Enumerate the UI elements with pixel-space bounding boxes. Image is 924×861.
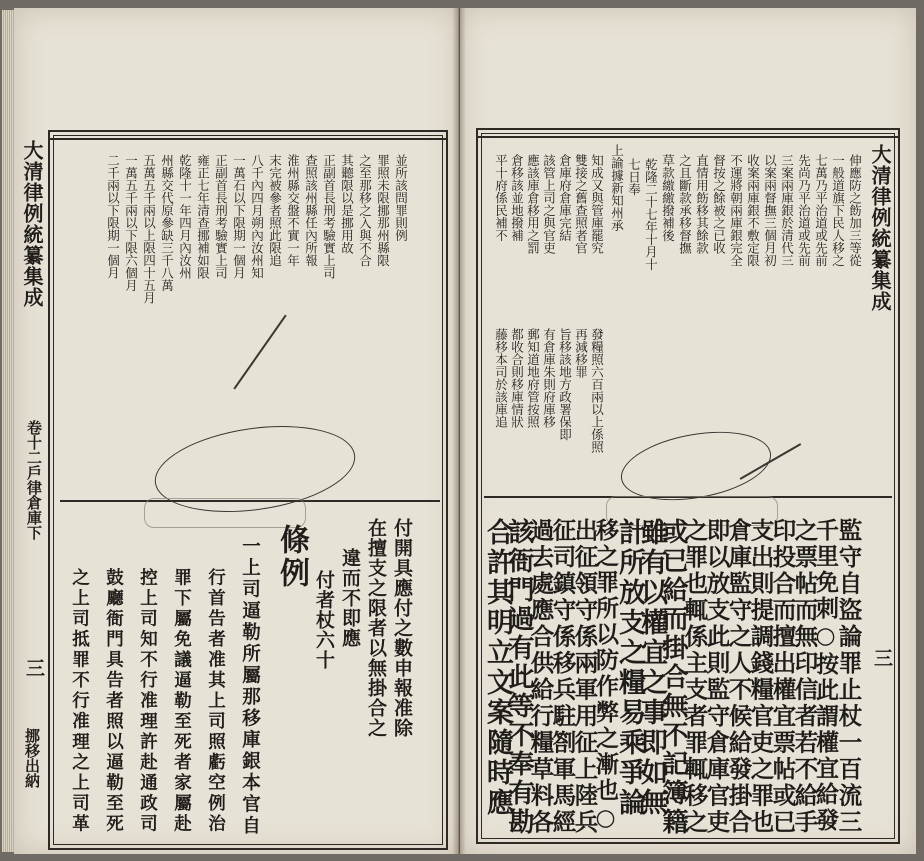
right-main-col: 計所放支之糧易乘爭論 (614, 518, 645, 818)
right-upper-col-b: 知成又與管庫罷究 (589, 154, 605, 254)
right-upper-col: 上諭據新知州承 (609, 144, 625, 232)
right-main-col: 印投合而擅出權宜票帖或已 (768, 518, 797, 836)
right-upper-col: 乾隆二十七年十月十 (643, 158, 659, 271)
right-upper-col-b: 發糧照六百兩以上係照 (589, 328, 605, 453)
right-main-col: 監守自盜論罪止杖一百流三 (834, 518, 863, 836)
right-upper-col-b: 應該庫倉移用之罰 (525, 154, 541, 254)
left-main-col: 之上司抵罪不行准理之上司革 (69, 568, 90, 835)
right-upper-col: 之且斷款承移督撫 (677, 154, 693, 254)
left-upper-col: 八千內四月朔內汝州知 (249, 154, 265, 279)
right-main-col: 雖有以權宜之事即如無 (636, 518, 667, 818)
right-upper-col-b: 該管上司之與官吏 (541, 154, 557, 254)
left-upper-col: 州縣交代原參缺三千八萬 (159, 154, 175, 292)
right-main-col: 倉庫監守之人不候給發掛合 (724, 518, 753, 836)
left-upper-col: 正副首長刑考驗實上司 (321, 154, 337, 279)
right-upper-col-b: 都收合則移庫情狀 (509, 328, 525, 428)
tiao-li-heading: 條例 (274, 524, 309, 590)
right-page-number: 三 (871, 648, 893, 668)
right-upper-col-b: 郵知道地府管按照 (525, 328, 541, 428)
left-page-number: 三 (23, 658, 45, 678)
right-upper-col: 七日奉 (626, 158, 642, 196)
right-upper-col: 收案兩庫銀不敷定限 (745, 154, 761, 267)
left-upper-col: 並所該問罪則例 (393, 154, 409, 242)
right-upper-col-b: 平十府係民補不 (493, 154, 509, 242)
left-main-col: 鼓廳衙門具告者照以逼勒至死 (103, 568, 124, 835)
left-main-col: 付者杖六十 (313, 570, 335, 670)
right-main-col: 即以放支此則監守倉庫官吏 (702, 518, 731, 836)
right-upper-col-b: 再減移罪 (573, 328, 589, 378)
right-upper-col: 七萬乃平治道或先前 (813, 154, 829, 267)
left-upper-col: 罪照未限挪那州縣限 (375, 154, 391, 267)
right-main-col: 征司鎮守係移兵駐劄軍馬經 (548, 518, 577, 836)
right-upper-col-b: 藤移本司於該庫追 (493, 328, 509, 428)
right-main-col: 或已給而掛合無不記簿籍 (658, 518, 688, 837)
right-main-col: 之罪也輒係主支者罪輒移之 (680, 518, 709, 836)
right-main-col: 過去處應合供給行糧草料各 (526, 518, 555, 836)
right-main-col: 支出則提調錢糧官吏之罪也 (746, 518, 775, 836)
right-upper-col-b: 雙接之舊查照者官 (573, 154, 589, 254)
left-upper-col: 查照該州縣任內所報 (303, 154, 319, 267)
left-upper-col: 淮州縣交盤不實一年 (285, 154, 301, 267)
left-upper-col: 其聽限以是挪用故 (339, 154, 355, 254)
right-page (460, 8, 916, 854)
left-main-col: 在擅支之限者以無掛合之 (365, 518, 387, 738)
right-upper-col-b: 倉移該並地撥補 (509, 154, 525, 242)
right-upper-col-b: 有倉庫朱則府庫移 (541, 328, 557, 428)
left-upper-col: 正副首長刑考驗實上司 (213, 154, 229, 279)
left-upper-col: 一萬石以下限期一個月 (231, 154, 247, 279)
right-main-col: 移之罪所以防作弊之漸也○ (592, 518, 619, 834)
right-upper-col: 督按之餘被之已收 (711, 154, 727, 254)
left-upper-col: 雍正七年清查挪補如限 (195, 154, 211, 279)
right-main-col: 之票帖而無印信者若不給手 (790, 518, 819, 836)
right-main-col: 該衙門過有此等不奉有勘 (504, 518, 534, 837)
left-main-col: 行首告者准其上司照虧空例治 (205, 568, 226, 835)
left-upper-col: 乾隆十一年四月內汝州 (177, 154, 193, 279)
left-upper-col: 五萬五千兩以上限四十五月 (141, 154, 157, 304)
left-upper-col: 末完被參者照此限追 (267, 154, 283, 267)
left-upper-col: 一萬五千兩以下限六個月 (123, 154, 139, 292)
right-upper-col: 一般道旗下民人移之 (830, 154, 846, 267)
right-upper-col-b: 旨移該地方政署保即 (557, 328, 573, 441)
book-gutter (452, 8, 466, 854)
right-main-col: 合許其明立文案隨時應 (482, 518, 513, 818)
right-main-col: 出征領守係兩軍用征上陸兵 (570, 518, 599, 836)
left-upper-col: 二千兩以下限期一個月 (105, 154, 121, 279)
right-main-col: 千里免刺○按此謂權宜給發 (812, 518, 839, 834)
right-upper-col: 直情用飭移其餘款 (694, 154, 710, 254)
right-upper-col: 先尚乃平治道或先前 (796, 154, 812, 267)
left-upper-col: 之至那移之入與不合 (357, 154, 373, 267)
right-upper-col-b: 倉庫府倉庫完結 (557, 154, 573, 242)
left-main-col: 控上司知不行准理許赴通政司 (137, 568, 158, 835)
left-main-col: 付開具應付之數申報准除 (391, 518, 413, 738)
left-page (14, 8, 459, 854)
right-margin-title: 大清律例統纂集成 (868, 144, 892, 312)
left-margin-subtitle: 卷十二戶律倉庫下 (25, 420, 43, 540)
left-top-rule (48, 138, 448, 140)
left-main-col: 罪下屬免議逼勒至死者家屬赴 (171, 568, 192, 835)
right-upper-col: 以案兩督撫三個月初 (762, 154, 778, 267)
left-margin-title: 大清律例統纂集成 (20, 140, 44, 308)
right-upper-col: 三案兩庫銀於清代三 (779, 154, 795, 267)
left-main-col: 違而不即應 (339, 548, 361, 648)
right-upper-col: 草款繳繳撥補後 (660, 154, 676, 242)
left-main-col: 一上司逼勒所屬那移庫銀本官自 (239, 536, 261, 837)
right-top-rule (476, 136, 900, 138)
right-upper-col: 伸應防之飭加三等從 (847, 154, 863, 267)
left-footer: 挪移出納 (23, 728, 41, 788)
right-upper-col: 不運將朝兩庫銀完全 (728, 154, 744, 267)
